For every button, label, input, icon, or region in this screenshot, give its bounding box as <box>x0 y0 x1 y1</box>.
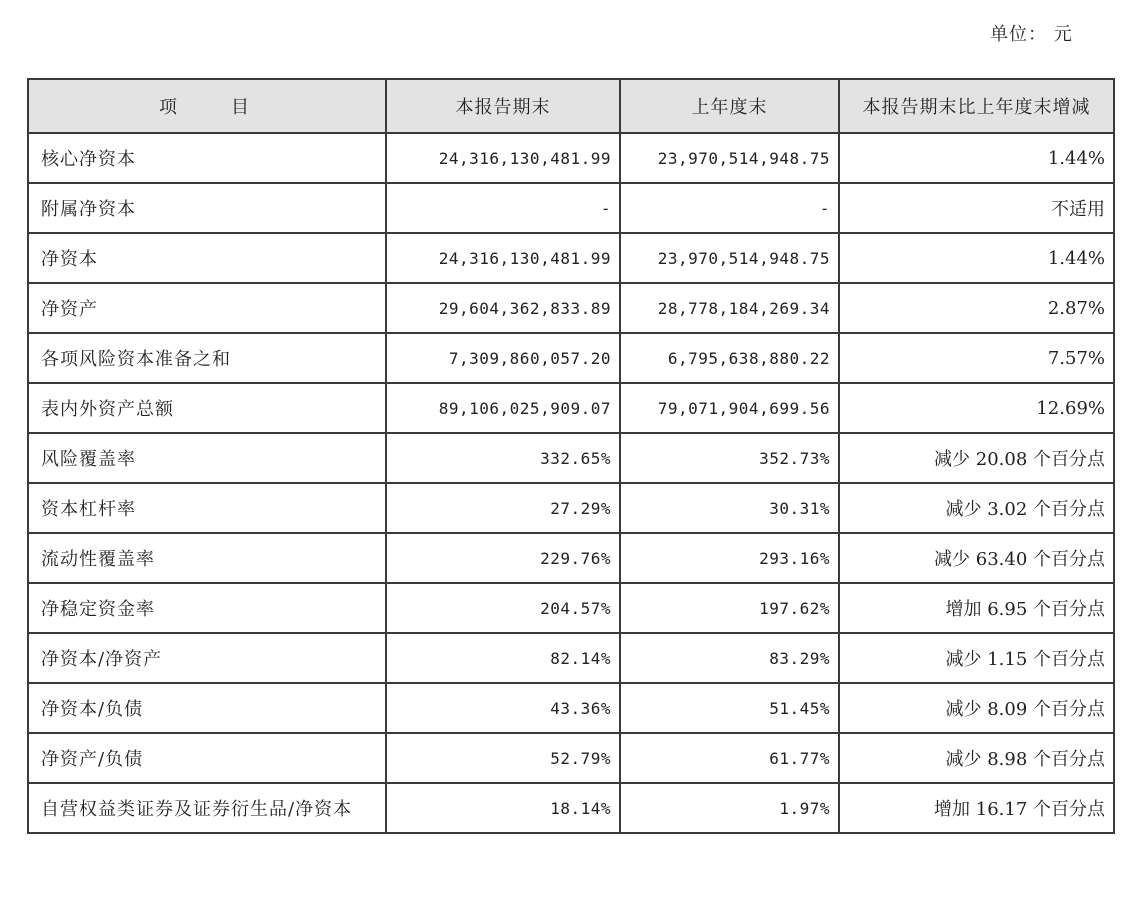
table-row <box>28 783 1114 833</box>
row-current: 24,316,130,481.99 <box>386 233 620 283</box>
table-row <box>28 383 1114 433</box>
row-previous: 197.62% <box>620 583 839 633</box>
net-capital-table <box>27 78 1115 834</box>
row-change: 1.44% <box>839 133 1114 183</box>
row-item: 各项风险资本准备之和 <box>28 333 386 383</box>
row-current: 7,309,860,057.20 <box>386 333 620 383</box>
row-previous: 30.31% <box>620 483 839 533</box>
row-item: 净资产 <box>28 283 386 333</box>
table-row <box>28 583 1114 633</box>
row-item: 流动性覆盖率 <box>28 533 386 583</box>
header-change: 本报告期末比上年度末增减 <box>839 79 1114 133</box>
row-current: 24,316,130,481.99 <box>386 133 620 183</box>
row-previous: 51.45% <box>620 683 839 733</box>
table-row <box>28 683 1114 733</box>
row-item: 资本杠杆率 <box>28 483 386 533</box>
row-change: 减少 1.15 个百分点 <box>839 633 1114 683</box>
row-item: 核心净资本 <box>28 133 386 183</box>
unit-label: 单位： 元 <box>990 24 1073 45</box>
row-change: 减少 3.02 个百分点 <box>839 483 1114 533</box>
table-row <box>28 183 1114 233</box>
row-previous: 61.77% <box>620 733 839 783</box>
row-current: 52.79% <box>386 733 620 783</box>
row-previous: 352.73% <box>620 433 839 483</box>
row-current: 29,604,362,833.89 <box>386 283 620 333</box>
table-row <box>28 533 1114 583</box>
table-row <box>28 483 1114 533</box>
table-row <box>28 133 1114 183</box>
header-item: 项 目 <box>28 79 386 133</box>
table-row <box>28 433 1114 483</box>
row-change: 减少 8.98 个百分点 <box>839 733 1114 783</box>
row-previous: 28,778,184,269.34 <box>620 283 839 333</box>
row-current: 204.57% <box>386 583 620 633</box>
row-current: 82.14% <box>386 633 620 683</box>
row-current: 18.14% <box>386 783 620 833</box>
row-current: 332.65% <box>386 433 620 483</box>
header-row <box>28 79 1114 133</box>
row-change: 7.57% <box>839 333 1114 383</box>
row-change: 减少 20.08 个百分点 <box>839 433 1114 483</box>
row-change: 减少 8.09 个百分点 <box>839 683 1114 733</box>
table-row <box>28 333 1114 383</box>
header-previous-year: 上年度末 <box>620 79 839 133</box>
row-change: 2.87% <box>839 283 1114 333</box>
table-header <box>28 79 1114 133</box>
row-previous: 1.97% <box>620 783 839 833</box>
row-change: 1.44% <box>839 233 1114 283</box>
table-row <box>28 733 1114 783</box>
table-row <box>28 633 1114 683</box>
table-row <box>28 233 1114 283</box>
row-change: 不适用 <box>839 183 1114 233</box>
table-row <box>28 283 1114 333</box>
row-item: 净资本 <box>28 233 386 283</box>
row-current: 27.29% <box>386 483 620 533</box>
row-item: 净资本/负债 <box>28 683 386 733</box>
row-item: 净资产/负债 <box>28 733 386 783</box>
row-change: 12.69% <box>839 383 1114 433</box>
row-item: 自营权益类证券及证券衍生品/净资本 <box>28 783 386 833</box>
table-body <box>28 133 1114 833</box>
row-previous: 23,970,514,948.75 <box>620 133 839 183</box>
row-previous: 23,970,514,948.75 <box>620 233 839 283</box>
row-previous: 6,795,638,880.22 <box>620 333 839 383</box>
row-change: 增加 16.17 个百分点 <box>839 783 1114 833</box>
row-previous: 293.16% <box>620 533 839 583</box>
row-item: 净资本/净资产 <box>28 633 386 683</box>
row-item: 净稳定资金率 <box>28 583 386 633</box>
row-item: 附属净资本 <box>28 183 386 233</box>
row-current: 43.36% <box>386 683 620 733</box>
row-previous: 83.29% <box>620 633 839 683</box>
row-previous: - <box>620 183 839 233</box>
row-change: 减少 63.40 个百分点 <box>839 533 1114 583</box>
row-previous: 79,071,904,699.56 <box>620 383 839 433</box>
row-current: - <box>386 183 620 233</box>
row-change: 增加 6.95 个百分点 <box>839 583 1114 633</box>
row-current: 229.76% <box>386 533 620 583</box>
row-current: 89,106,025,909.07 <box>386 383 620 433</box>
row-item: 风险覆盖率 <box>28 433 386 483</box>
row-item: 表内外资产总额 <box>28 383 386 433</box>
header-current-period: 本报告期末 <box>386 79 620 133</box>
